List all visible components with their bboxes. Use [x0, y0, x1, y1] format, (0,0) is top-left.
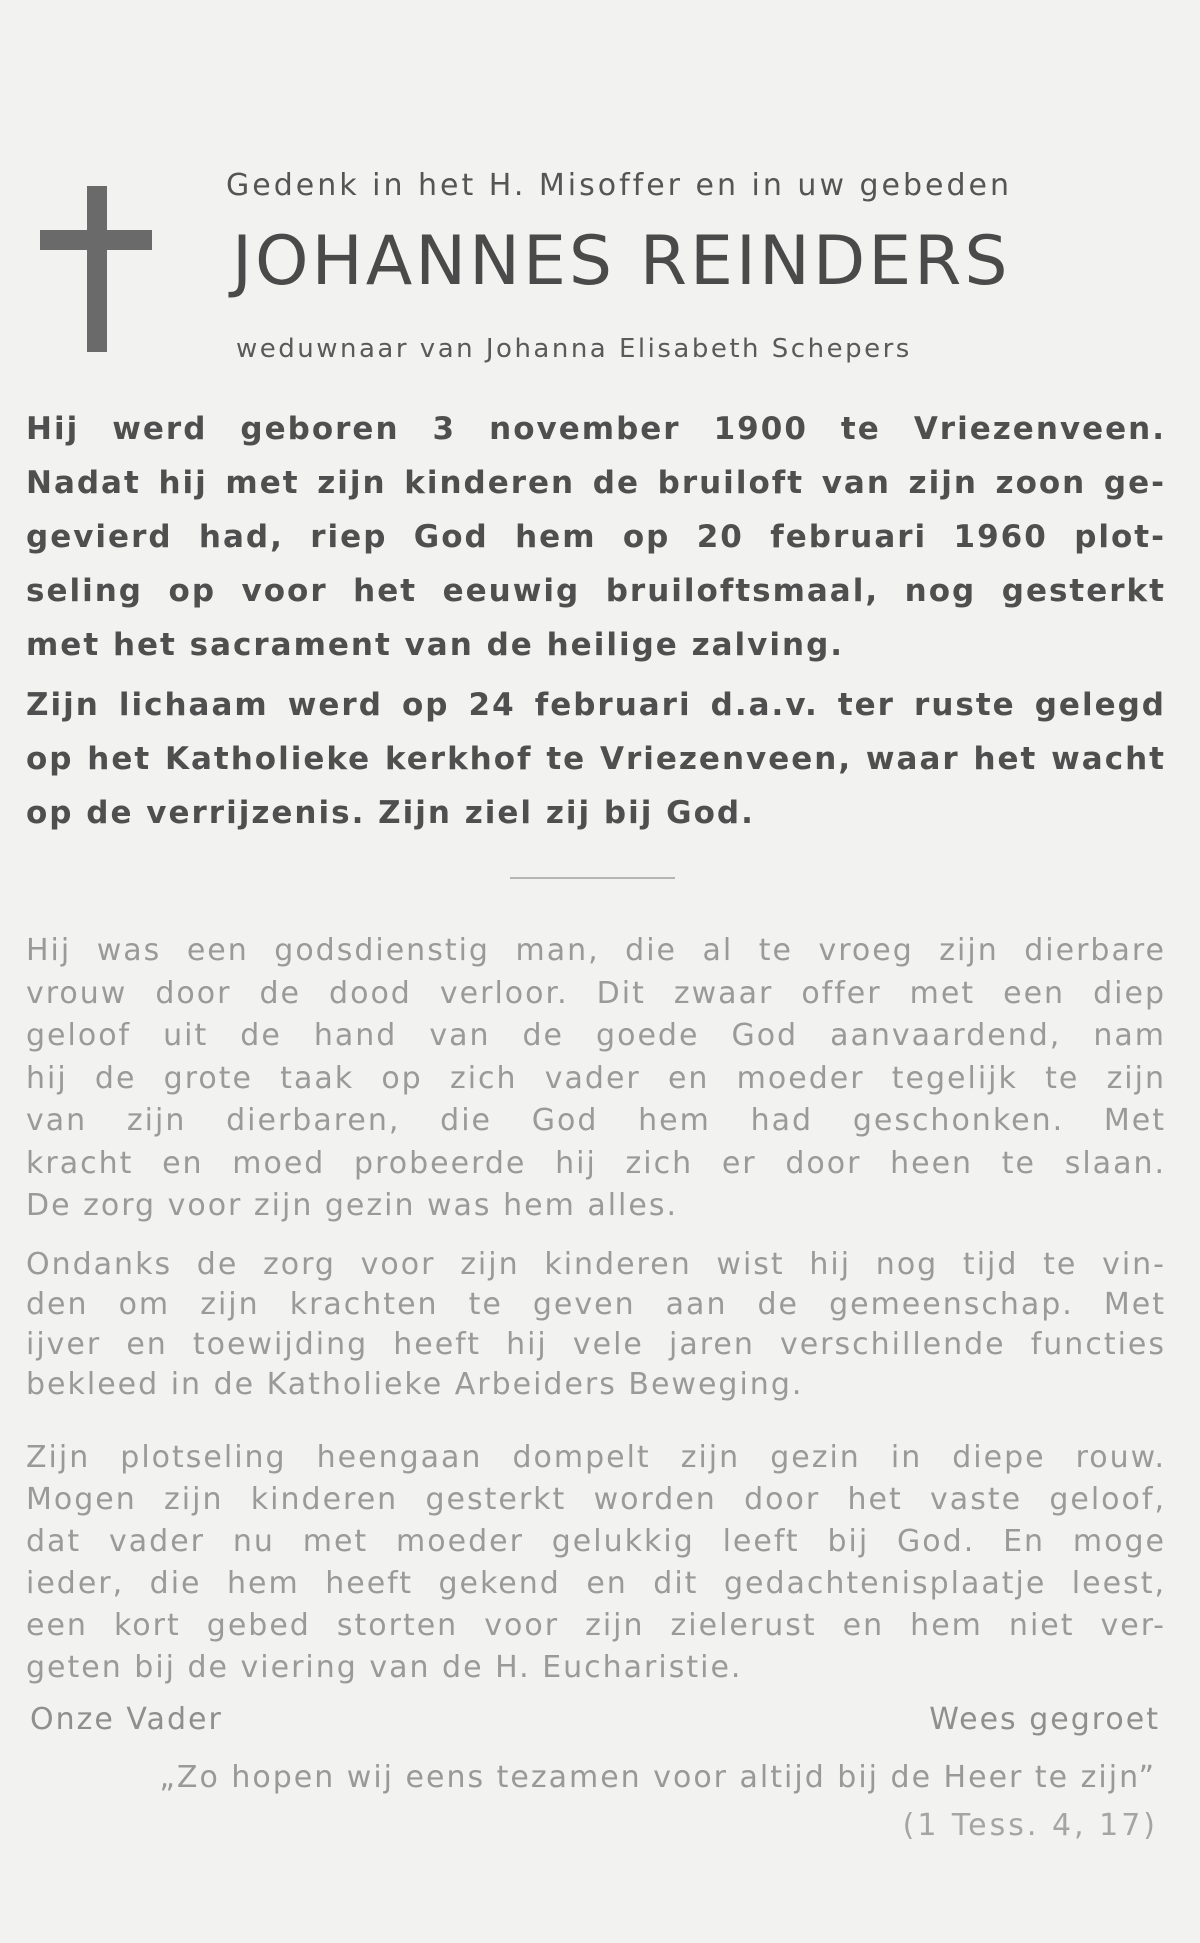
intro-line: Gedenk in het H. Misoffer en in uw gebeden	[226, 168, 1013, 203]
prayer-hail-mary: Wees gegroet	[929, 1702, 1160, 1737]
scripture-reference: (1 Tess. 4, 17)	[902, 1808, 1158, 1843]
text-line: kracht en moed probeerde hij zich er door heen te slaan.	[26, 1145, 1166, 1181]
text-line: op de verrijzenis. Zijn ziel zij bij God.	[26, 795, 755, 831]
paragraph-mourning	[26, 1437, 1166, 1689]
text-line: De zorg voor zijn gezin was hem alles.	[26, 1188, 679, 1223]
closing-quote: „Zo hopen wij eens tezamen voor altijd bij de Heer te zijn”	[159, 1760, 1156, 1795]
paragraph-community	[26, 1245, 1166, 1405]
text-line: Zijn plotseling heengaan dompelt zijn gezin in diepe rouw.	[26, 1440, 1166, 1475]
text-line: geten bij de viering van de H. Eucharistie.	[26, 1650, 743, 1685]
paragraph-birth-death	[26, 402, 1166, 672]
text-line: Hij was een godsdienstig man, die al te vroeg zijn dierbare	[26, 933, 1166, 968]
paragraph-burial	[26, 678, 1166, 840]
separator-rule	[510, 877, 675, 879]
text-line: ijver en toewijding heeft hij vele jaren verschillende functies	[26, 1327, 1166, 1362]
text-line: hij de grote taak op zich vader en moeder tegelijk te zijn	[26, 1060, 1166, 1096]
text-line: een kort gebed storten voor zijn zielerust en hem niet ver-	[26, 1608, 1166, 1643]
text-line: bekleed in de Katholieke Arbeiders Beweging.	[26, 1367, 804, 1402]
text-line: Zijn lichaam werd op 24 februari d.a.v. ter ruste gelegd	[26, 687, 1166, 723]
cross-icon	[40, 186, 152, 356]
text-line: dat vader nu met moeder gelukkig leeft bij God. En moge	[26, 1524, 1166, 1559]
text-line: seling op voor het eeuwig bruiloftsmaal, nog gesterkt	[26, 573, 1166, 609]
deceased-name: JOHANNES REINDERS	[232, 222, 1011, 301]
text-line: ieder, die hem heeft gekend en dit gedachtenisplaatje leest,	[26, 1566, 1166, 1601]
text-line: den om zijn krachten te geven aan de gemeenschap. Met	[26, 1287, 1166, 1322]
text-line: Hij werd geboren 3 november 1900 te Vriezenveen.	[26, 411, 1166, 447]
text-line: gevierd had, riep God hem op 20 februari 1960 plot-	[26, 519, 1166, 555]
text-line: Nadat hij met zijn kinderen de bruiloft van zijn zoon ge-	[26, 465, 1166, 501]
text-line: geloof uit de hand van de goede God aanvaardend, nam	[26, 1018, 1166, 1053]
paragraph-character	[26, 930, 1166, 1228]
text-line: Ondanks de zorg voor zijn kinderen wist hij nog tijd te vin-	[26, 1247, 1166, 1282]
prayer-our-father: Onze Vader	[30, 1702, 223, 1737]
text-line: Mogen zijn kinderen gesterkt worden door het vaste geloof,	[26, 1482, 1166, 1517]
text-line: met het sacrament van de heilige zalving.	[26, 627, 845, 663]
text-line: van zijn dierbaren, die God hem had geschonken. Met	[26, 1103, 1166, 1138]
text-line: op het Katholieke kerkhof te Vriezenveen, waar het wacht	[26, 741, 1166, 777]
widower-line: weduwnaar van Johanna Elisabeth Schepers	[236, 334, 912, 364]
text-line: vrouw door de dood verloor. Dit zwaar offer met een diep	[26, 975, 1166, 1011]
